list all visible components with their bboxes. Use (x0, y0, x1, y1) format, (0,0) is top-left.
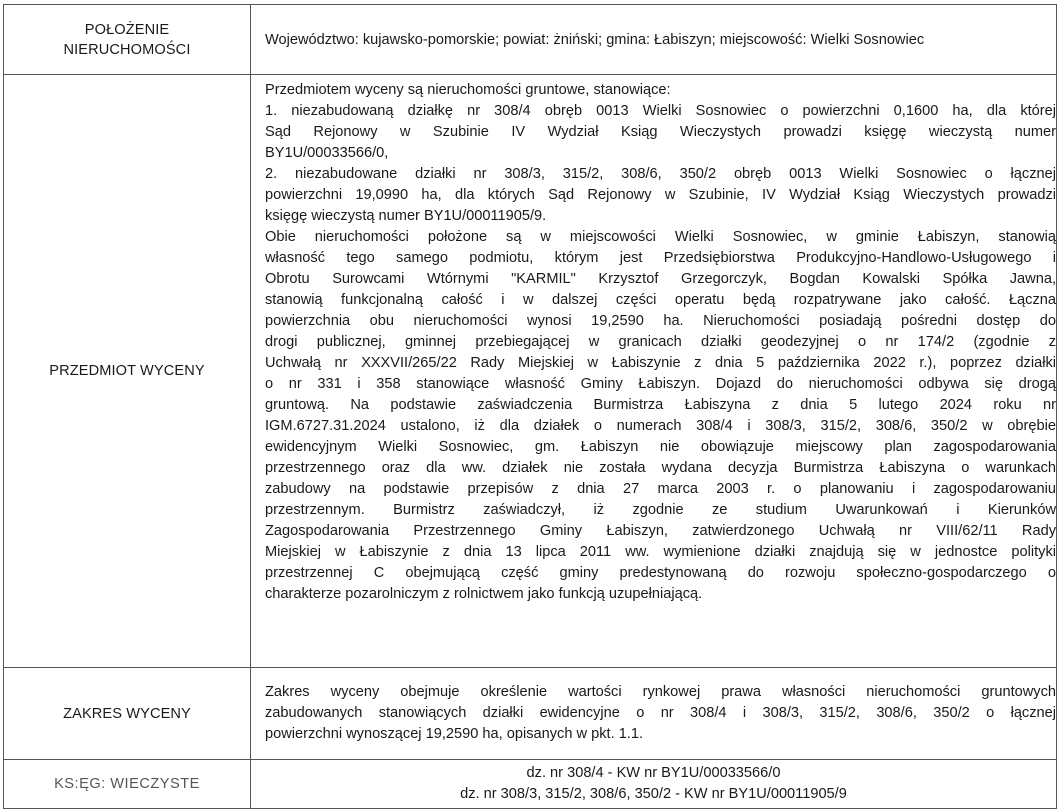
text-line: ewidencyjnym Wielki Sosnowiec, gm. Łabiszyn nie obowiązuje miejscowy plan zagospodarowania (265, 439, 1056, 455)
text-line: własność tego samego podmiotu, którym jest Przedsiębiorstwa Produkcyjno-Handlowo-Usługowego i (265, 250, 1056, 266)
text-line: powierzchni 19,0990 ha, dla których Sąd Rejonowy w Szubinie, IV Wydział Ksiąg Wieczystych prowadzi (265, 187, 1056, 203)
location-value-cell (251, 5, 1057, 75)
text-line: Przedmiotem wyceny są nieruchomości gruntowe, stanowiące: (265, 82, 671, 98)
subject-label: PRZEDMIOT WYCENY (49, 363, 205, 379)
text-line: Obrotu Surowcami Wtórnymi "KARMIL" Krzysztof Grzegorczyk, Bogdan Kowalski Spółka Jawna, (265, 271, 1056, 287)
text-line: Miejskiej w Łabiszynie z dnia 13 lipca 2011 ww. wymienione działki znajdują się w jednostce polityki (265, 544, 1056, 560)
text-line: księgę wieczystą numer BY1U/00011905/9. (265, 208, 547, 224)
text-line: powierzchni wynoszącej 19,2590 ha, opisanych w pkt. 1.1. (265, 726, 644, 742)
location-label-cell (4, 5, 251, 75)
text-line: IGM.6727.31.2024 ustalono, iż dla działek o numerach 308/4 i 308/3, 315/2, 308/6, 350/2 w obrębie (265, 418, 1056, 434)
scope-text-cell (251, 668, 1057, 760)
land-register-value-cell (251, 760, 1057, 809)
text-line: Zakres wyceny obejmuje określenie wartości rynkowej prawa własności nieruchomości gruntowych (265, 684, 1056, 700)
text-line: Uchwałą nr XXXVII/265/22 Rady Miejskiej w Łabiszynie z dnia 5 października 2022 r.), poprzez działki (265, 355, 1056, 371)
text-line: przestrzennego oraz dla ww. działek nie została wydana decyzja Burmistrza Łabiszyna o warunkach (265, 460, 1056, 476)
text-line: powierzchnia obu nieruchomości wynosi 19,2590 ha. Nieruchomości posiadają pośredni dostęp do (265, 313, 1056, 329)
text-line: zabudowanych stanowiących działki ewidencyjne o nr 308/4 i 308/3, 315/2, 308/6, 350/2 o łącznej (265, 705, 1056, 721)
row-property-location (4, 5, 1057, 75)
location-label-line-2: NIERUCHOMOŚCI (63, 41, 191, 58)
scope-label: ZAKRES WYCENY (63, 705, 191, 722)
text-line: Obie nieruchomości położone są w miejscowości Wielki Sosnowiec, w gminie Łabiszyn, stanowią (265, 229, 1056, 245)
text-line: przestrzennej C obejmującą część gminy predestynowaną do rozwoju społeczno-gospodarczego o (265, 565, 1056, 581)
text-line: drogi publicznej, gminnej przebiegającej w granicach działki geodezyjnej o nr 174/2 (zgodnie z (265, 334, 1056, 350)
land-register-line: dz. nr 308/4 - KW nr BY1U/00033566/0 (526, 765, 781, 781)
row-land-register (4, 760, 1057, 809)
text-line: 2. niezabudowane działki nr 308/3, 315/2, 308/6, 350/2 obręb 0013 Wielki Sosnowiec o łącznej (265, 166, 1056, 182)
land-register-line: dz. nr 308/3, 315/2, 308/6, 350/2 - KW nr BY1U/00011905/9 (460, 786, 847, 802)
text-line: 1. niezabudowaną działkę nr 308/4 obręb 0013 Wielki Sosnowiec o powierzchni 0,1600 ha, dla której (265, 103, 1056, 119)
text-line: charakterze pozarolniczym z rolnictwem jako funkcją uzupełniającą. (265, 586, 703, 602)
location-value: Województwo: kujawsko-pomorskie; powiat: żniński; gmina: Łabiszyn; miejscowość: Wielki Sosnowiec (265, 31, 925, 48)
text-line: BY1U/00033566/0, (265, 145, 389, 161)
text-line: stanowią funkcjonalną całość i w dalszej części operatu będą rozpatrywane jako całość. Łączna (265, 292, 1056, 308)
row-valuation-subject (4, 75, 1057, 668)
subject-text-cell (251, 75, 1057, 668)
subject-label-cell (4, 75, 251, 668)
scope-label-cell (4, 668, 251, 760)
text-line: przestrzennym. Burmistrz zaświadczył, iż zgodnie ze studium Uwarunkowań i Kierunków (265, 502, 1056, 518)
land-register-label-cell (4, 760, 251, 809)
text-line: Sąd Rejonowy w Szubinie IV Wydział Ksiąg Wieczystych prowadzi księgę wieczystą numer (265, 124, 1056, 140)
location-label-line-1: POŁOŻENIE (84, 21, 170, 38)
text-line: o nr 331 i 358 stanowiące własność Gminy Łabiszyn. Dojazd do nieruchomości odbywa się drogą (265, 376, 1056, 392)
valuation-summary-table (3, 4, 1057, 809)
land-register-label: KS:ĘG: WIECZYSTE (54, 776, 200, 792)
row-valuation-scope (4, 668, 1057, 760)
text-line: gruntową. Na podstawie zaświadczenia Burmistrza Łabiszyna z dnia 5 lutego 2024 roku nr (265, 397, 1056, 413)
text-line: Zagospodarowania Przestrzennego Gminy Łabiszyn, zatwierdzonego Uchwałą nr VIII/62/11 Rady (265, 523, 1056, 539)
text-line: zabudowy na podstawie przepisów z dnia 27 marca 2003 r. o planowaniu i zagospodarowaniu (265, 481, 1056, 497)
